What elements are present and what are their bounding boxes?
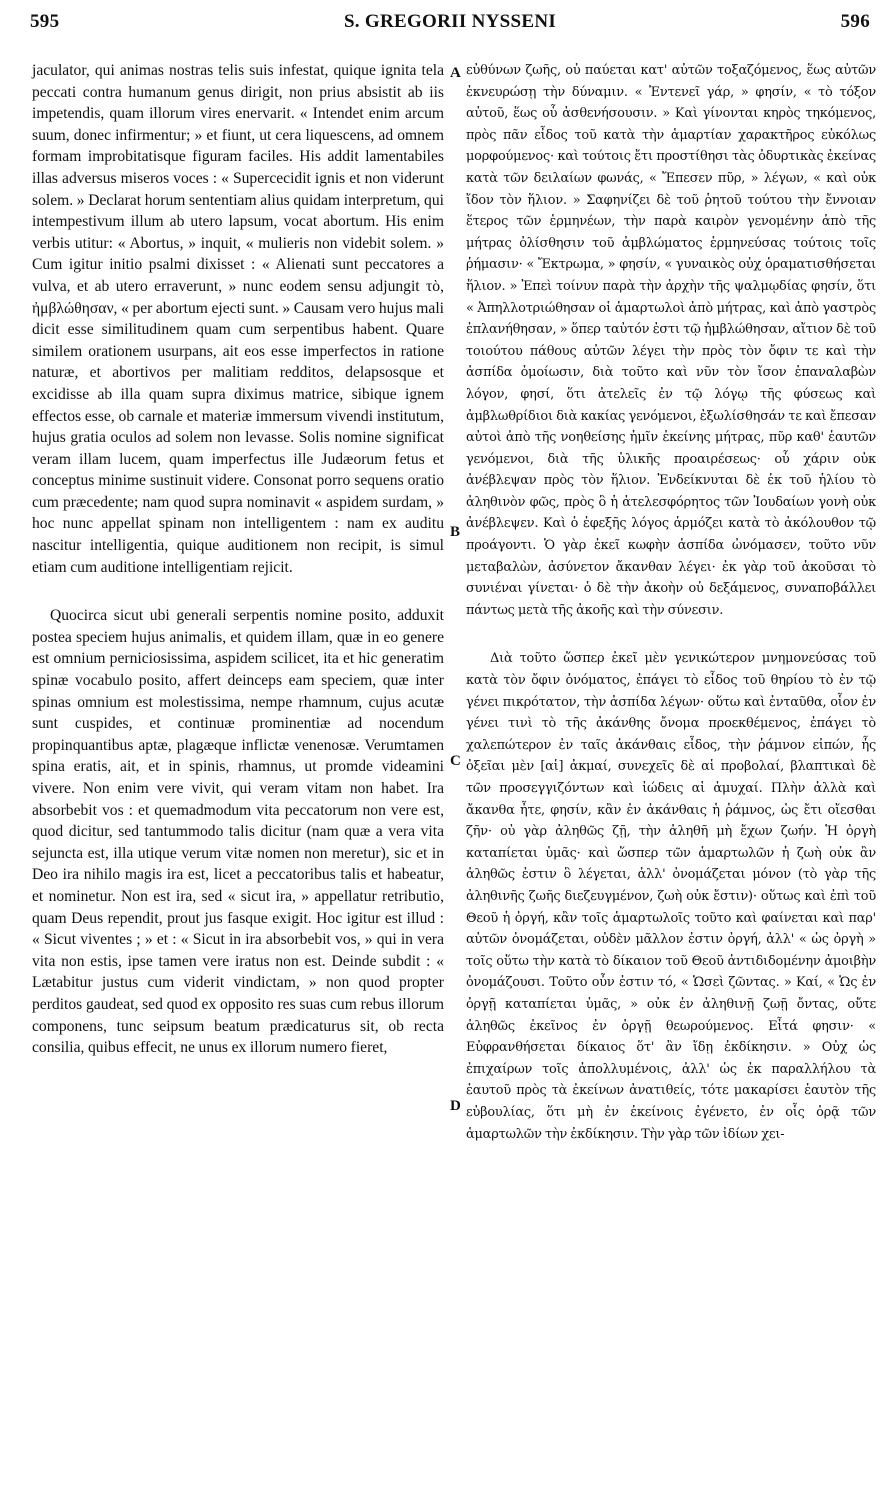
- page-number-right: 596: [840, 11, 870, 32]
- running-title: S. GREGORII NYSSENI: [343, 11, 557, 32]
- margin-marker-a: A: [450, 65, 461, 81]
- greek-column: [466, 60, 876, 1145]
- latin-paragraph: jaculator, qui animas nostras telis suis infestat, quique ignita tela peccati contra humanum genus dirigit, non prius absistit ab iis impetendis, quam illorum vires enervarit. « Intendet enim arcum suum, donec infirmentur; » et fiunt, ut cera liquescens, ad omnem formam improbitatisque figuram faciles. His addit lamentabiles illas adversus miseros voces : « Supercecidit ignis et non viderunt solem. » Declarat horum sententiam alius quidam interpretum, qui intempestivum illum ab utero lapsum, vocat abortum. His enim verbis utitur: « Abortus, » inquit, « mulieris non videbit solem. » Cum igitur initio psalmi dixisset : « Alienati sunt peccatores a vulva, et ab utero erraverunt, » nunc eodem sensu adjungit τὸ, ἠμβλώθησαν, « per abortum ejecti sunt. » Causam vero hujus mali dicit esse similitudinem quam cum serpentibus habent. Quare similem orationem usurpans, ait eos esse imperfectos in ratione naturæ, et abortivos per malitiam redditos, delapsosque et excidisse ab illa quam supra diximus matrice, sibique ignem effectos esse, ob carnale et materiæ immersum vivendi institutum, hujus gratia oculos ad solem non levasse. Solis nomine significat veram illam lucem, quam imperfectus ille Judæorum fetus et conceptus minime sustinuit videre. Consonat porro sequens oratio cum præcedente; nam quod supra nominavit « aspidem surdam, » hoc nunc appellat spinam non intelligentem : nam ex auditu nascitur intelligentia, quique auditionem non recipit, is simul etiam cum auditione intelligentiam rejicit.: [32, 62, 444, 576]
- latin-column: [32, 60, 444, 1059]
- page-header: [30, 6, 870, 38]
- margin-marker-c: C: [450, 753, 461, 769]
- greek-paragraph: Διὰ τοῦτο ὥσπερ ἐκεῖ μὲν γενικώτερον μνημονεύσας τοῦ κατὰ τὸν ὄφιν ὀνόματος, ἐπάγει τὸ εἶδος τοῦ θηρίου τὸ ἐν τῷ γένει πικρότατον, τὴν ἀσπίδα λέγων· οὕτω καὶ ἐνταῦθα, οἷον ἐν γένει τινὶ τὸ τῆς ἀκάνθης ὄνομα προεκθέμενος, ἐπάγει τὸ χαλεπώτερον ἐν ταῖς ἀκάνθαις εἶδος, τὴν ῥάμνον εἰπών, ἧς ὀξεῖαι μὲν [αἱ] ἀκμαί, συνεχεῖς δὲ αἱ προβολαί, βλαπτικαὶ δὲ τῶν προσεγγιζόντων καὶ ἰώδεις αἱ ἀμυχαί. Πλὴν ἀλλὰ καὶ ἄκανθα ἦτε, φησίν, κἂν ἐν ἀκάνθαις ἡ ῥάμνος, ὡς ἔτι οἴεσθαι ζῆν· οὐ γὰρ ἀληθῶς ζῇ, τὴν ἀληθῆ μὴ ἔχων ζωήν. Ἡ ὀργὴ καταπίεται ὑμᾶς· καὶ ὥσπερ τῶν ἁμαρτωλῶν ἡ ζωὴ οὐκ ἂν ἀληθῶς ἐστιν ὃ λέγεται, ἀλλ' ὀνομάζεται μόνον (τὸ γὰρ τῆς ἀληθινῆς ζωῆς διεζευγμένον, ζωὴ οὐκ ἔστιν)· οὕτως καὶ ἐπὶ τοῦ Θεοῦ ἡ ὀργή, κἂν τοῖς ἁμαρτωλοῖς τοῦτο καὶ φαίνεται καὶ παρ' αὐτῶν ὀνομάζεται, οὐδὲν μᾶλλον ἐστιν ὀργή, ἀλλ' « ὡς ὀργὴ » τοῖς οὕτω τὴν κατὰ τὸ δίκαιον τοῦ Θεοῦ ἀντιδιδομένην ἀμοιβὴν ὀνομάζουσι. Τοῦτο οὖν ἐστιν τό, « Ὡσεὶ ζῶντας. » Καί, « Ὡς ἐν ὀργῇ καταπίεται ὑμᾶς, » οὐκ ἐν ἀληθινῇ ζωῇ ὄντας, οὔτε ἀληθῶς ἐκεῖνος ἐν ὀργῇ θεωρούμενος. Εἶτά φησιν· « Εὐφρανθήσεται δίκαιος ὅτ' ἂν ἴδῃ ἐκδίκησιν. » Οὐχ ὡς ἐπιχαίρων τοῖς ἀπολλυμένοις, ἀλλ' ὡς ἐκ παραλλήλου τὰ ἑαυτοῦ πρὸς τὰ ἐκείνων ἀνατιθείς, τότε μακαρίσει ἑαυτὸν τῆς εὐβουλίας, ὅτι μὴ ἐν ἐκείνοις ἐγένετο, ἐν οἷς ὁρᾷ τῶν ἁμαρτωλῶν τὴν ἐκδίκησιν. Τὴν γὰρ τῶν ἰδίων χει-: [466, 651, 876, 1142]
- latin-paragraph: Quocirca sicut ubi generali serpentis nomine posito, adduxit postea speciem hujus animalis, et quidem illam, quæ in eo genere est omnium perniciosissima, aspidem scilicet, ita et hic generatim spinæ vocabulo posito, affert deinceps eam speciem, quæ inter spinas omnium est molestissima, nempe rhamnum, cujus acutæ sunt cuspides, et continuæ prominentiæ ad nocendum propinquantibus aptæ, plagæque inflictæ venenosæ. Verumtamen spina eratis, ait, et in spinis, rhamnus, ut promde videamini vivere. Non enim vere vivit, qui veram vitam non habet. Ira absorbebit vos : et quemadmodum vita peccatorum non vere est, quod dicitur, sed tantummodo talis dicitur (nam quæ a vera vita sejuncta est, illa utique verum vitæ nomen non meretur), sic et in Deo ira nihilo magis ira est, licet a peccatoribus talis et habeatur, et nominetur. Non est ira, sed « sicut ira, » appellatur retributio, quam Deus rependit, prout jus fasque exigit. Hoc igitur est illud : « Sicut viventes ; » et : « Sicut in ira absorbebit vos, » qui in vera vita non estis, ipse tamen vere iratus non est. Deinde subdit : « Lætabitur justus cum viderit vindictam, » non quod propter perditos gaudeat, sed quod ex opposito res suas cum rebus illorum componens, tunc seipsum beatum prædicaturus sit, ob recta consilia, quibus effecit, ne unus ex illorum numero fieret,: [32, 607, 444, 1057]
- margin-marker-b: B: [450, 524, 461, 540]
- margin-marker-d: D: [450, 1098, 461, 1114]
- greek-paragraph: εὐθύνων ζωῆς, οὐ παύεται κατ' αὐτῶν τοξαζόμενος, ἕως αὐτῶν ἐκνευρώσῃ τὴν δύναμιν. « Ἐντενεῖ γάρ, » φησίν, « τὸ τόξον αὐτοῦ, ἕως οὗ ἀσθενήσουσιν. » Καὶ γίνονται κηρὸς τηκόμενος, πρὸς πᾶν εἶδος τοῦ κατὰ τὴν ἁμαρτίαν χαρακτῆρος εὐκόλως μορφούμενος· καὶ τούτοις ἔτι προστίθησι τὰς ὀδυρτικὰς ἐκείνας κατὰ τῶν δειλαίων φωνάς, « Ἔπεσεν πῦρ, » λέγων, « καὶ οὐκ ἴδον τὸν ἥλιον. » Σαφηνίζει δὲ τοῦ ῥητοῦ τούτου τὴν ἔννοιαν ἕτερος τῶν ἑρμηνέων, τὴν παρὰ καιρὸν γενομένην ἀπὸ τῆς μήτρας ὀλίσθησιν τοῦ ἀμβλώματος ἑρμηνεύσας τούτοις τοῖς ῥήμασιν· « Ἔκτρωμα, » φησίν, « γυναικὸς οὐχ ὁραματισθήσεται ἥλιον. » Ἐπεὶ τοίνυν παρὰ τὴν ἀρχὴν τῆς ψαλμῳδίας φησίν, ὅτι « Ἀπηλλοτριώθησαν οἱ ἁμαρτωλοὶ ἀπὸ μήτρας, καὶ ἀπὸ γαστρὸς ἐπλανήθησαν, » ὅπερ ταὐτόν ἐστι τῷ ἠμβλώθησαν, αἴτιον δὲ τοῦ τοιούτου πάθους αὐτῶν λέγει τὴν πρὸς τὸν ὄφιν τε καὶ τὴν ἀσπίδα ὁμοίωσιν, διὰ τοῦτο καὶ νῦν τὸν ἴσον ἐπαναλαβὼν λόγον, φησί, ὅτι ἀτελεῖς ἐν τῷ λόγῳ τῆς φύσεως καὶ ἀμβλωθρίδιοι διὰ κακίας γενόμενοι, ἐξωλίσθησάν τε καὶ ἔπεσαν αὐτοὶ ἀπὸ τῆς νοηθείσης ἡμῖν ἐκείνης μήτρας, πῦρ καθ' ἑαυτῶν γενόμενοι, διὰ τῆς ὑλικῆς προαιρέσεως· οὗ χάριν οὐκ ἀνέβλεψαν πρὸς τὸν ἥλιον. Ἐνδείκνυται δὲ ἐκ τοῦ ἡλίου τὸ ἀληθινὸν φῶς, πρὸς ὃ ἡ ἀτελεσφόρητος τῶν Ἰουδαίων γονὴ οὐκ ἀνέβλεψεν. Καὶ ὁ ἐφεξῆς λόγος ἁρμόζει κατὰ τὸ ἀκόλουθον τῷ προάγοντι. Ὁ γὰρ ἐκεῖ κωφὴν ἀσπίδα ὠνόμασεν, τοῦτο νῦν μεταβαλὼν, ἀσύνετον ἄκανθαν λέγει· ἐκ γὰρ τοῦ ἀκοῦσαι τὸ συνιέναι γίνεται· ὁ δὲ τὴν ἀκοὴν οὐ δεξάμενος, συναποβάλλει πάντως μετὰ τῆς ἀκοῆς καὶ τὴν σύνεσιν.: [466, 63, 876, 618]
- page-number-left: 595: [30, 11, 60, 32]
